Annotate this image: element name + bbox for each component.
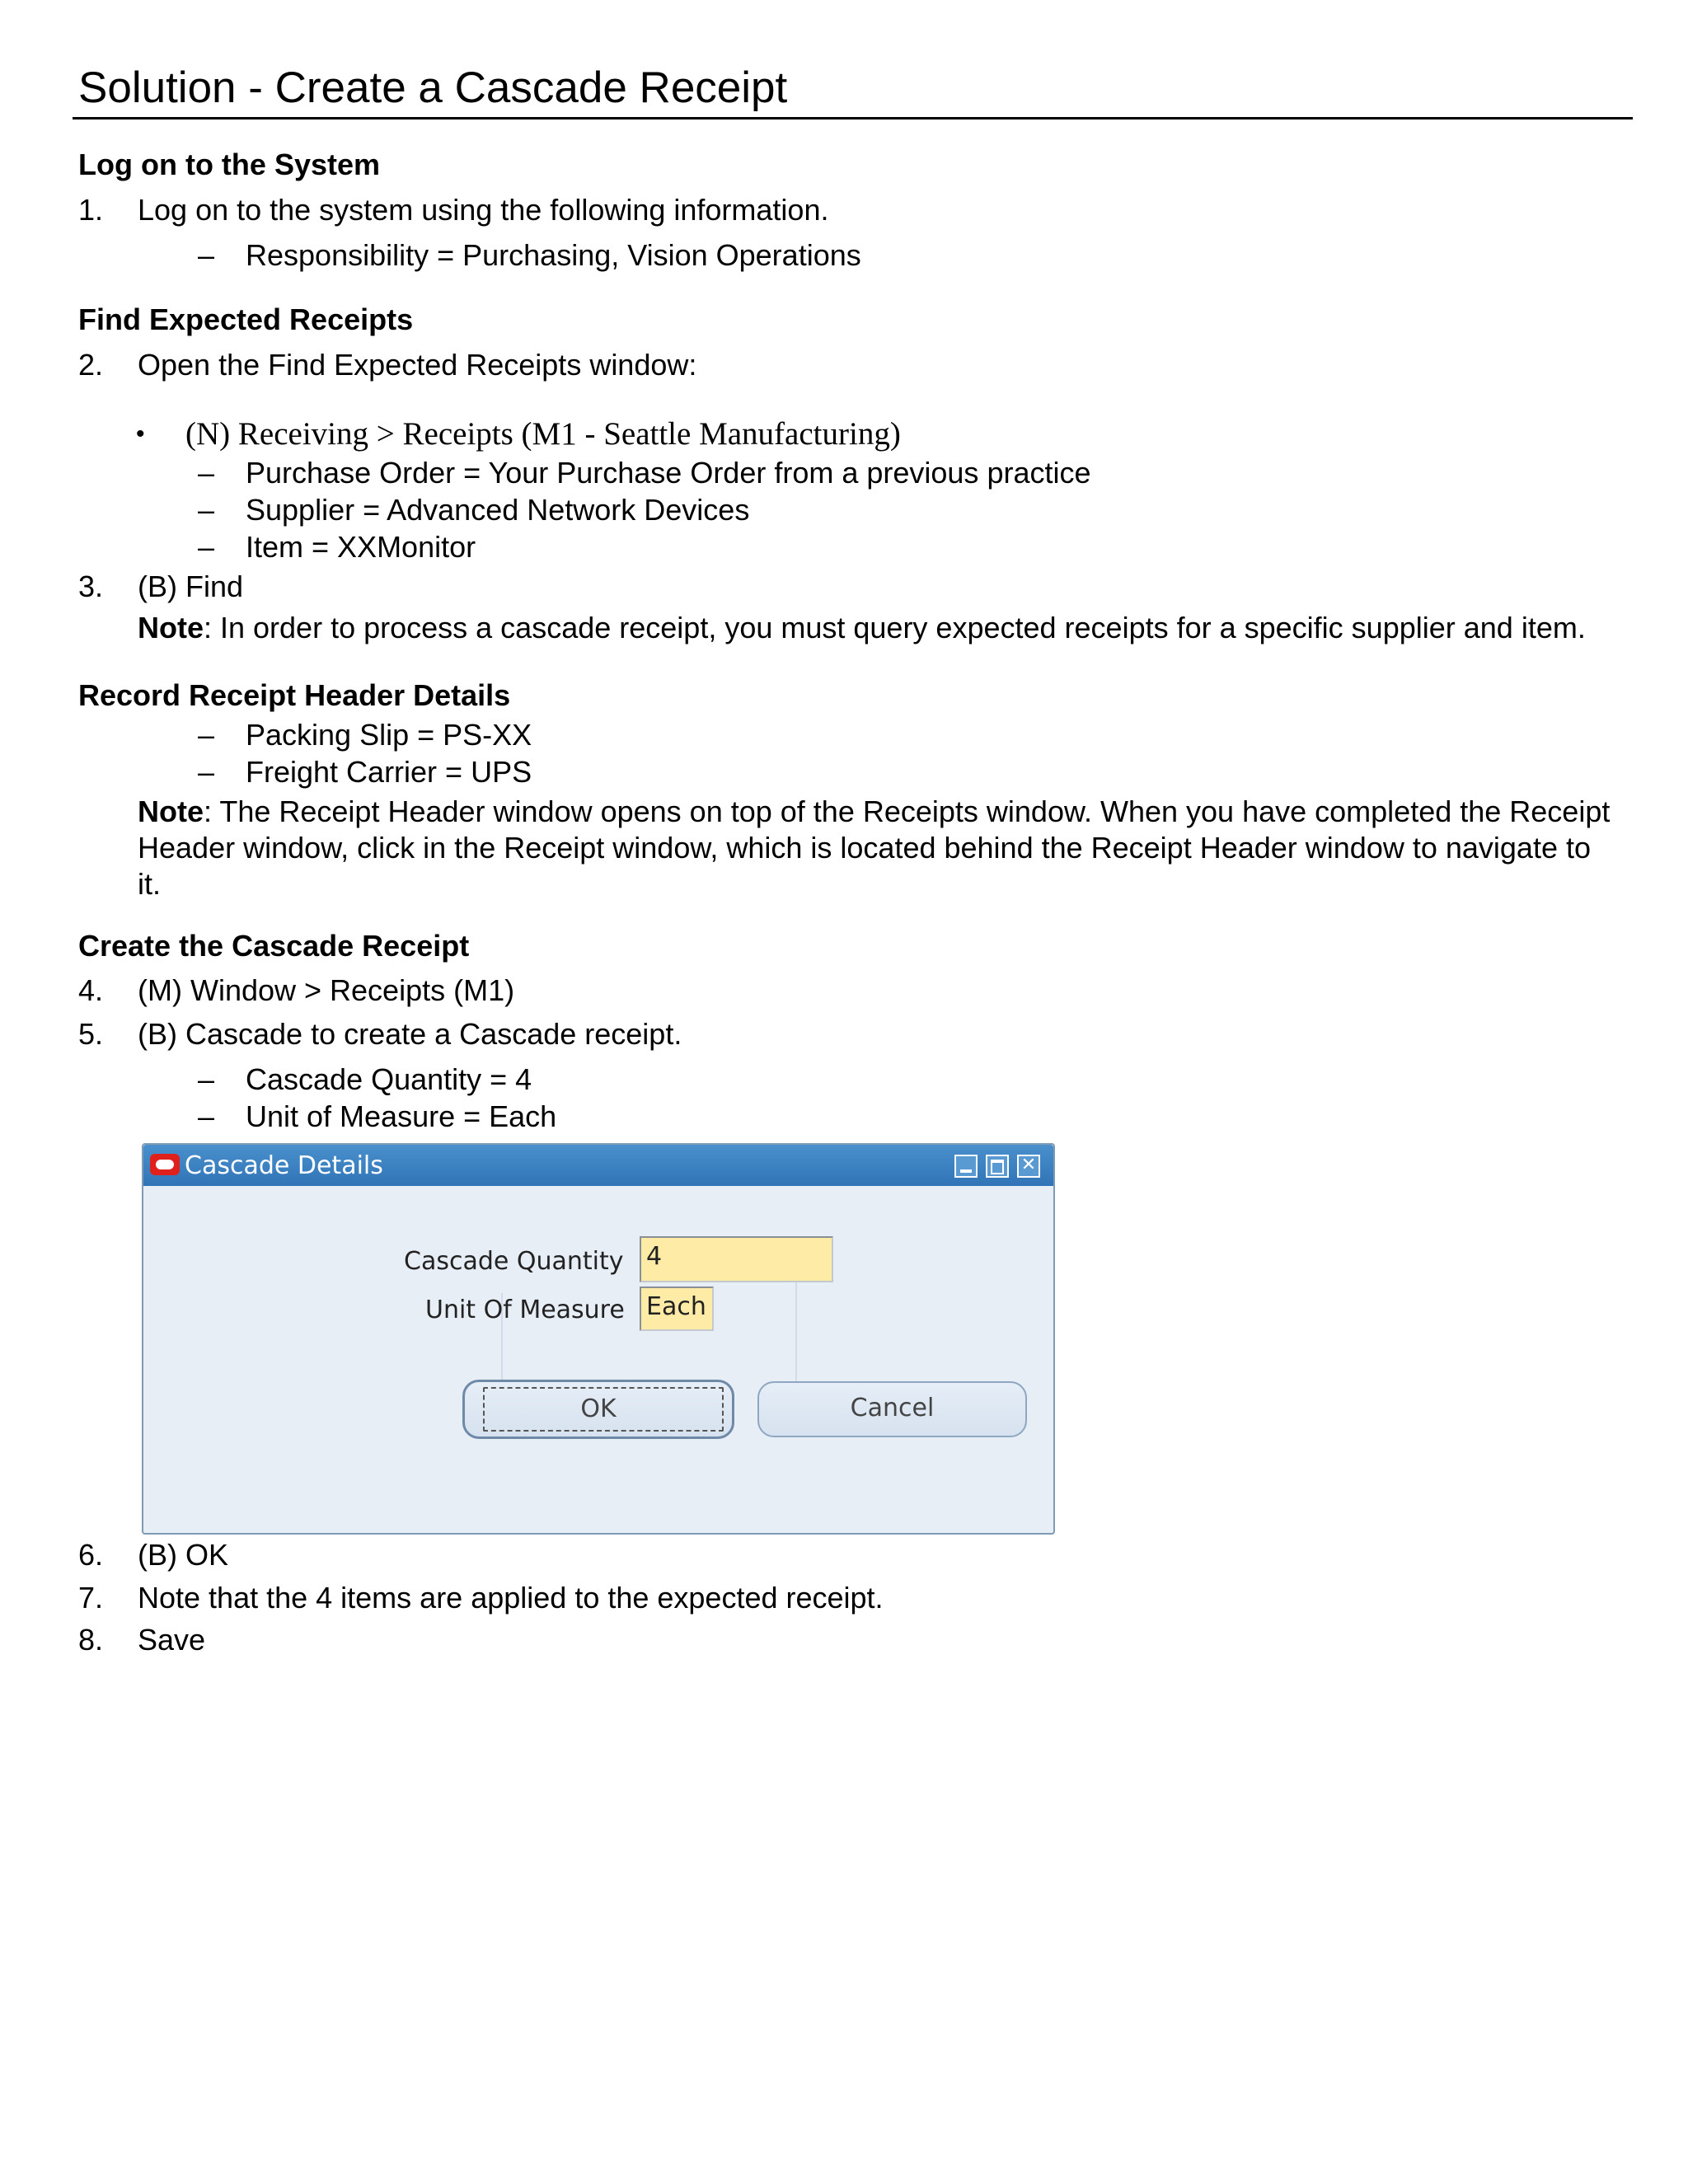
cancel-button[interactable]: Cancel [757, 1381, 1027, 1437]
dialog-titlebar[interactable] [143, 1145, 1053, 1186]
dash-marker: – [198, 456, 215, 490]
unit-of-measure-field[interactable]: Each [640, 1286, 714, 1331]
section-heading-log-on: Log on to the System [78, 148, 381, 181]
bullet-marker: • [136, 420, 145, 448]
cascade-quantity-field[interactable]: 4 [640, 1236, 833, 1282]
note-label: Note [138, 794, 204, 828]
dash-marker: – [198, 755, 215, 789]
step-text-5: (B) Cascade to create a Cascade receipt. [138, 1017, 682, 1051]
step-text-3: (B) Find [138, 569, 244, 603]
focus-ring [483, 1387, 724, 1432]
note-text: : The Receipt Header window opens on top of the Receipts window. When you have completed the Receipt Header window, click in the Receipt window, which is located behind the Receipt Header window to navigate to it. [138, 794, 1611, 901]
oracle-logo-icon [150, 1154, 180, 1175]
cascade-quantity-label: Cascade Quantity [404, 1247, 624, 1276]
step-number-5: 5. [78, 1017, 104, 1051]
section-heading-create: Create the Cascade Receipt [78, 929, 470, 963]
dash-marker: – [198, 1062, 215, 1096]
dash-marker: – [198, 493, 215, 527]
sub-item-unit-of-measure: Unit of Measure = Each [246, 1099, 557, 1133]
title-rule [73, 117, 1633, 120]
sub-item-responsibility: Responsibility = Purchasing, Vision Operations [246, 238, 861, 272]
step-text-7: Note that the 4 items are applied to the expected receipt. [138, 1581, 884, 1615]
sub-item-item: Item = XXMonitor [246, 530, 476, 564]
step-number-8: 8. [78, 1623, 104, 1657]
step-number-1: 1. [78, 193, 104, 227]
dash-marker: – [198, 238, 215, 272]
dialog-title: Cascade Details [185, 1151, 383, 1180]
page-title: Solution - Create a Cascade Receipt [78, 63, 788, 112]
dash-marker: – [198, 1099, 215, 1133]
step-number-4: 4. [78, 973, 104, 1007]
ok-button[interactable] [462, 1380, 734, 1439]
step-text-4: (M) Window > Receipts (M1) [138, 973, 515, 1007]
close-icon[interactable]: ✕ [1017, 1155, 1040, 1178]
step-number-6: 6. [78, 1538, 104, 1572]
step-text-6: (B) OK [138, 1538, 229, 1572]
ok-button-label: OK [580, 1394, 617, 1423]
sub-item-supplier: Supplier = Advanced Network Devices [246, 493, 750, 527]
step-text-1: Log on to the system using the following information. [138, 193, 829, 227]
layout-guide [795, 1281, 797, 1386]
step-number-7: 7. [78, 1581, 104, 1615]
step-number-3: 3. [78, 569, 104, 603]
sub-item-freight-carrier: Freight Carrier = UPS [246, 755, 532, 789]
minimize-icon[interactable] [954, 1155, 978, 1178]
section-heading-header: Record Receipt Header Details [78, 678, 511, 712]
dash-marker: – [198, 530, 215, 564]
section-heading-find: Find Expected Receipts [78, 302, 414, 336]
nav-path: (N) Receiving > Receipts (M1 - Seattle Manufacturing) [185, 416, 901, 452]
step-number-2: 2. [78, 348, 104, 382]
step-text-2: Open the Find Expected Receipts window: [138, 348, 697, 382]
step-text-8: Save [138, 1623, 206, 1657]
cascade-details-dialog [142, 1143, 1055, 1535]
unit-of-measure-label: Unit Of Measure [425, 1296, 625, 1324]
sub-item-cascade-quantity: Cascade Quantity = 4 [246, 1062, 532, 1096]
note-header [138, 794, 1621, 902]
sub-item-packing-slip: Packing Slip = PS-XX [246, 718, 532, 752]
note-text: : In order to process a cascade receipt, you must query expected receipts for a specific supplier and item. [204, 611, 1586, 644]
note-label: Note [138, 611, 204, 644]
note-find [138, 610, 1621, 646]
sub-item-purchase-order: Purchase Order = Your Purchase Order from a previous practice [246, 456, 1091, 490]
dash-marker: – [198, 718, 215, 752]
maximize-icon[interactable] [986, 1155, 1009, 1178]
